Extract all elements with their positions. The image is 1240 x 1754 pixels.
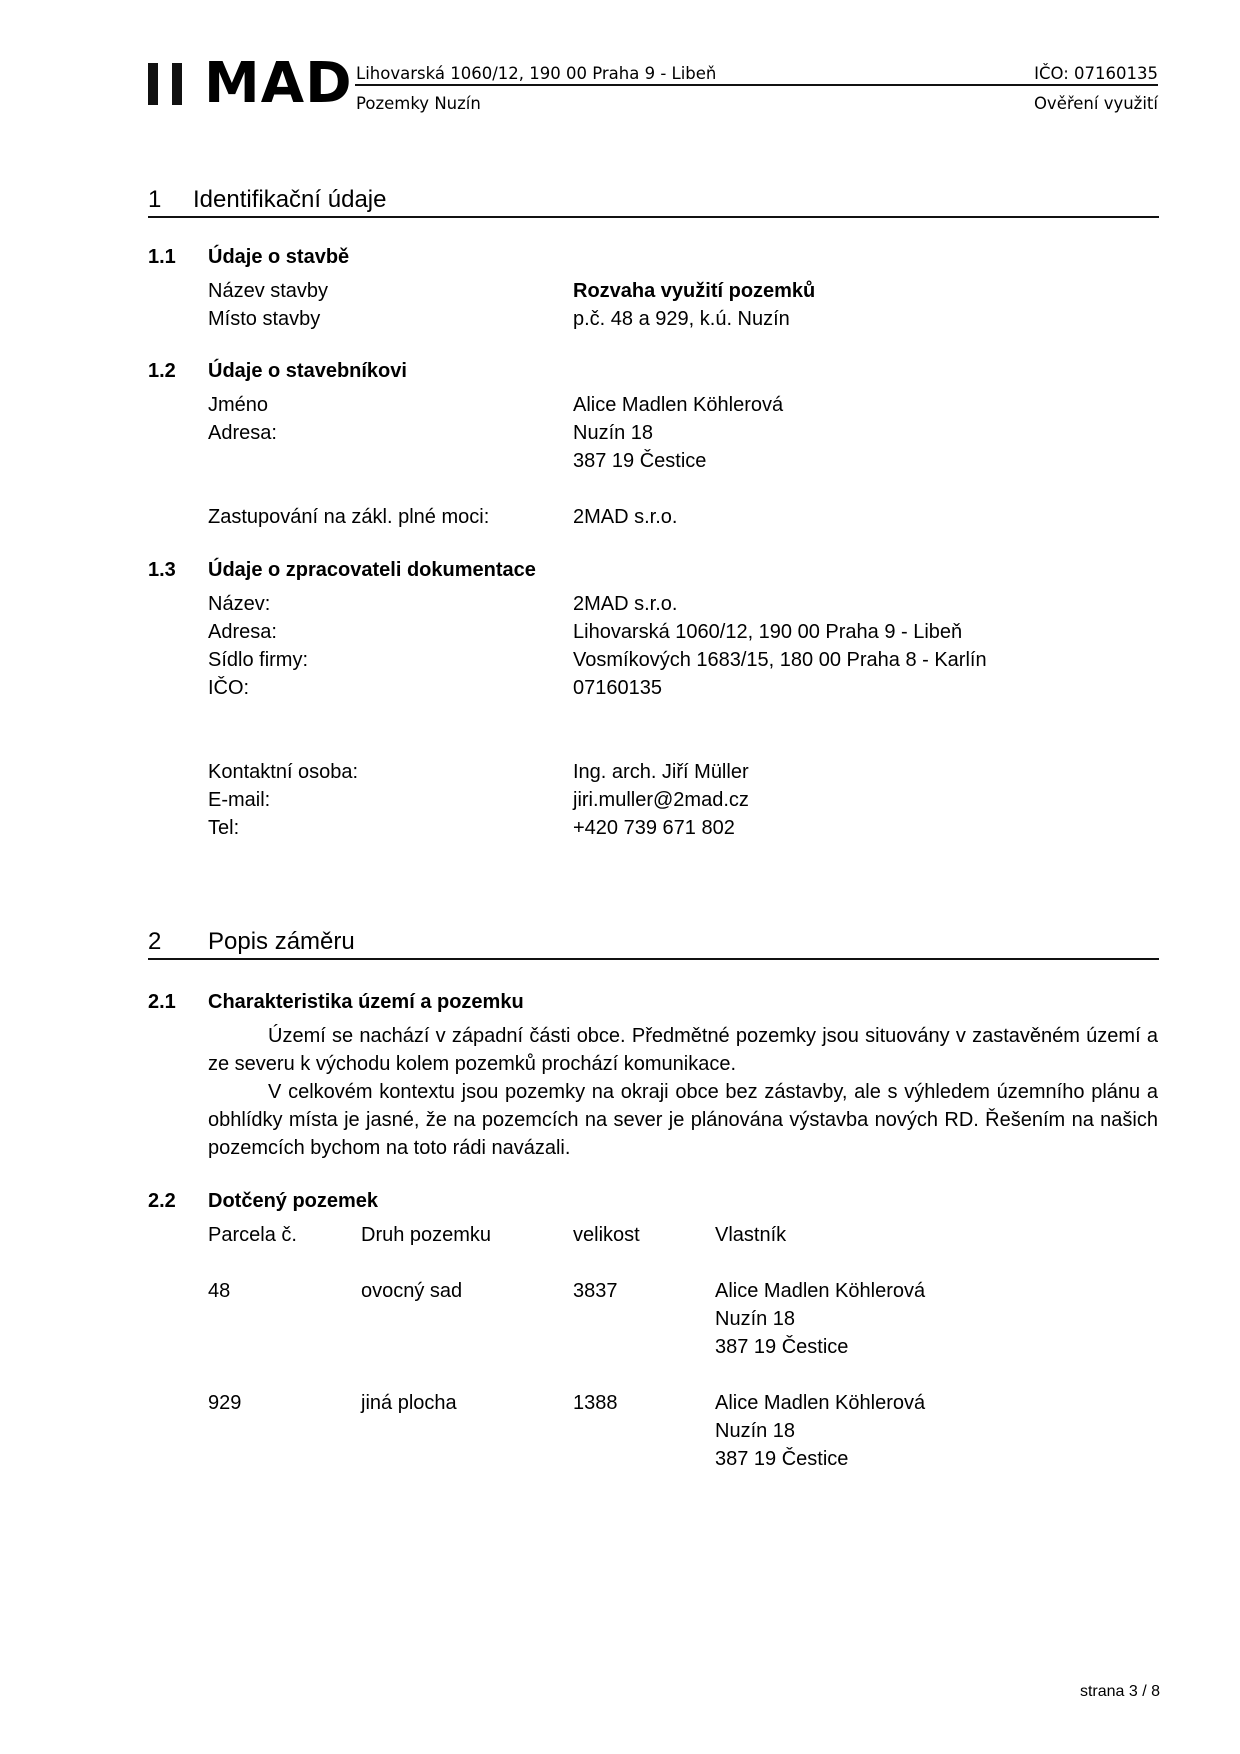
parcel-size: 1388 — [573, 1392, 618, 1414]
processor-ico-label: IČO: — [208, 677, 250, 699]
parcel-type: jiná plocha — [361, 1392, 457, 1414]
subsection-2-2-title: Dotčený pozemek — [208, 1190, 379, 1212]
subsection-2-1-title: Charakteristika území a pozemku — [208, 991, 524, 1013]
subsection-2-1-number: 2.1 — [148, 991, 176, 1013]
contact-person-label: Kontaktní osoba: — [208, 761, 359, 783]
parcel-size: 3837 — [573, 1280, 618, 1302]
contact-email-label: E-mail: — [208, 789, 271, 811]
client-name-value: Alice Madlen Köhlerová — [573, 394, 784, 416]
client-address-line1: Nuzín 18 — [573, 422, 654, 444]
owner-name: Alice Madlen Köhlerová — [715, 1392, 926, 1414]
owner-address-line2: 387 19 Čestice — [715, 1336, 849, 1358]
subsection-1-3-number: 1.3 — [148, 559, 176, 581]
logo-bars — [148, 63, 182, 105]
owner-name: Alice Madlen Köhlerová — [715, 1280, 926, 1302]
section-2-number: 2 — [148, 928, 162, 955]
header-rule — [355, 84, 1158, 86]
client-address-line2: 387 19 Čestice — [573, 450, 707, 472]
subsection-1-2-title: Údaje o stavebníkovi — [208, 360, 407, 382]
logo-bar — [172, 63, 182, 105]
column-header-owner: Vlastník — [715, 1224, 787, 1246]
column-header-size: velikost — [573, 1224, 640, 1246]
column-header-type: Druh pozemku — [361, 1224, 492, 1246]
owner-address-line1: Nuzín 18 — [715, 1308, 796, 1330]
building-name-value: Rozvaha využití pozemků — [573, 280, 816, 302]
representation-value: 2MAD s.r.o. — [573, 506, 678, 528]
section-2-title: Popis záměru — [208, 928, 355, 955]
building-location-label: Místo stavby — [208, 308, 321, 330]
logo-text: MAD — [204, 51, 353, 116]
processor-name-value: 2MAD s.r.o. — [573, 593, 678, 615]
processor-name-label: Název: — [208, 593, 271, 615]
column-header-parcel: Parcela č. — [208, 1224, 297, 1246]
paragraph-2: V celkovém kontextu jsou pozemky na okraji obce bez zástavby, ale s výhledem územního plánu a obhlídky místa je jasné, že na pozemcích na sever je plánována výstavba nových RD. Řešením na našich pozemcích bychom na toto rádi navázali. — [208, 1081, 1158, 1159]
processor-seat-label: Sídlo firmy: — [208, 649, 309, 671]
paragraph-1: Území se nachází v západní části obce. Předmětné pozemky jsou situovány v zastavěném území a ze severu k východu kolem pozemků prochází komunikace. — [208, 1025, 1158, 1075]
header-ico: IČO: 07160135 — [1034, 64, 1158, 83]
subsection-1-2-number: 1.2 — [148, 360, 176, 382]
processor-address-value: Lihovarská 1060/12, 190 00 Praha 9 - Libeň — [573, 621, 963, 643]
processor-ico-value: 07160135 — [573, 677, 662, 699]
parcel-number: 48 — [208, 1280, 231, 1302]
building-location-value: p.č. 48 a 929, k.ú. Nuzín — [573, 308, 790, 330]
processor-seat-value: Vosmíkových 1683/15, 180 00 Praha 8 - Karlín — [573, 649, 987, 671]
section-1-title: Identifikační údaje — [193, 186, 387, 213]
subsection-1-3-title: Údaje o zpracovateli dokumentace — [208, 559, 536, 581]
processor-address-label: Adresa: — [208, 621, 277, 643]
parcel-number: 929 — [208, 1392, 242, 1414]
representation-label: Zastupování na zákl. plné moci: — [208, 506, 490, 528]
owner-address-line1: Nuzín 18 — [715, 1420, 796, 1442]
section-1-number: 1 — [148, 186, 162, 213]
owner-address-line2: 387 19 Čestice — [715, 1448, 849, 1470]
header-project: Pozemky Nuzín — [356, 94, 481, 113]
subsection-2-2-number: 2.2 — [148, 1190, 176, 1212]
client-name-label: Jméno — [208, 394, 269, 416]
contact-person-value: Ing. arch. Jiří Müller — [573, 761, 749, 783]
territory-description — [208, 1022, 1158, 1162]
page-number: strana 3 / 8 — [1079, 1683, 1160, 1700]
section-1-rule — [148, 216, 1159, 218]
section-2-rule — [148, 958, 1159, 960]
client-address-label: Adresa: — [208, 422, 277, 444]
header-address: Lihovarská 1060/12, 190 00 Praha 9 - Libeň — [356, 64, 717, 83]
contact-phone-label: Tel: — [208, 817, 240, 839]
contact-phone-value: +420 739 671 802 — [573, 817, 735, 839]
parcel-type: ovocný sad — [361, 1280, 463, 1302]
company-logo — [148, 51, 353, 116]
building-name-label: Název stavby — [208, 280, 329, 302]
header-doc-type: Ověření využití — [1033, 94, 1158, 113]
subsection-1-1-number: 1.1 — [148, 246, 176, 268]
contact-email-value[interactable]: jiri.muller@2mad.cz — [573, 789, 749, 811]
subsection-1-1-title: Údaje o stavbě — [208, 246, 350, 268]
logo-bar — [148, 63, 158, 105]
